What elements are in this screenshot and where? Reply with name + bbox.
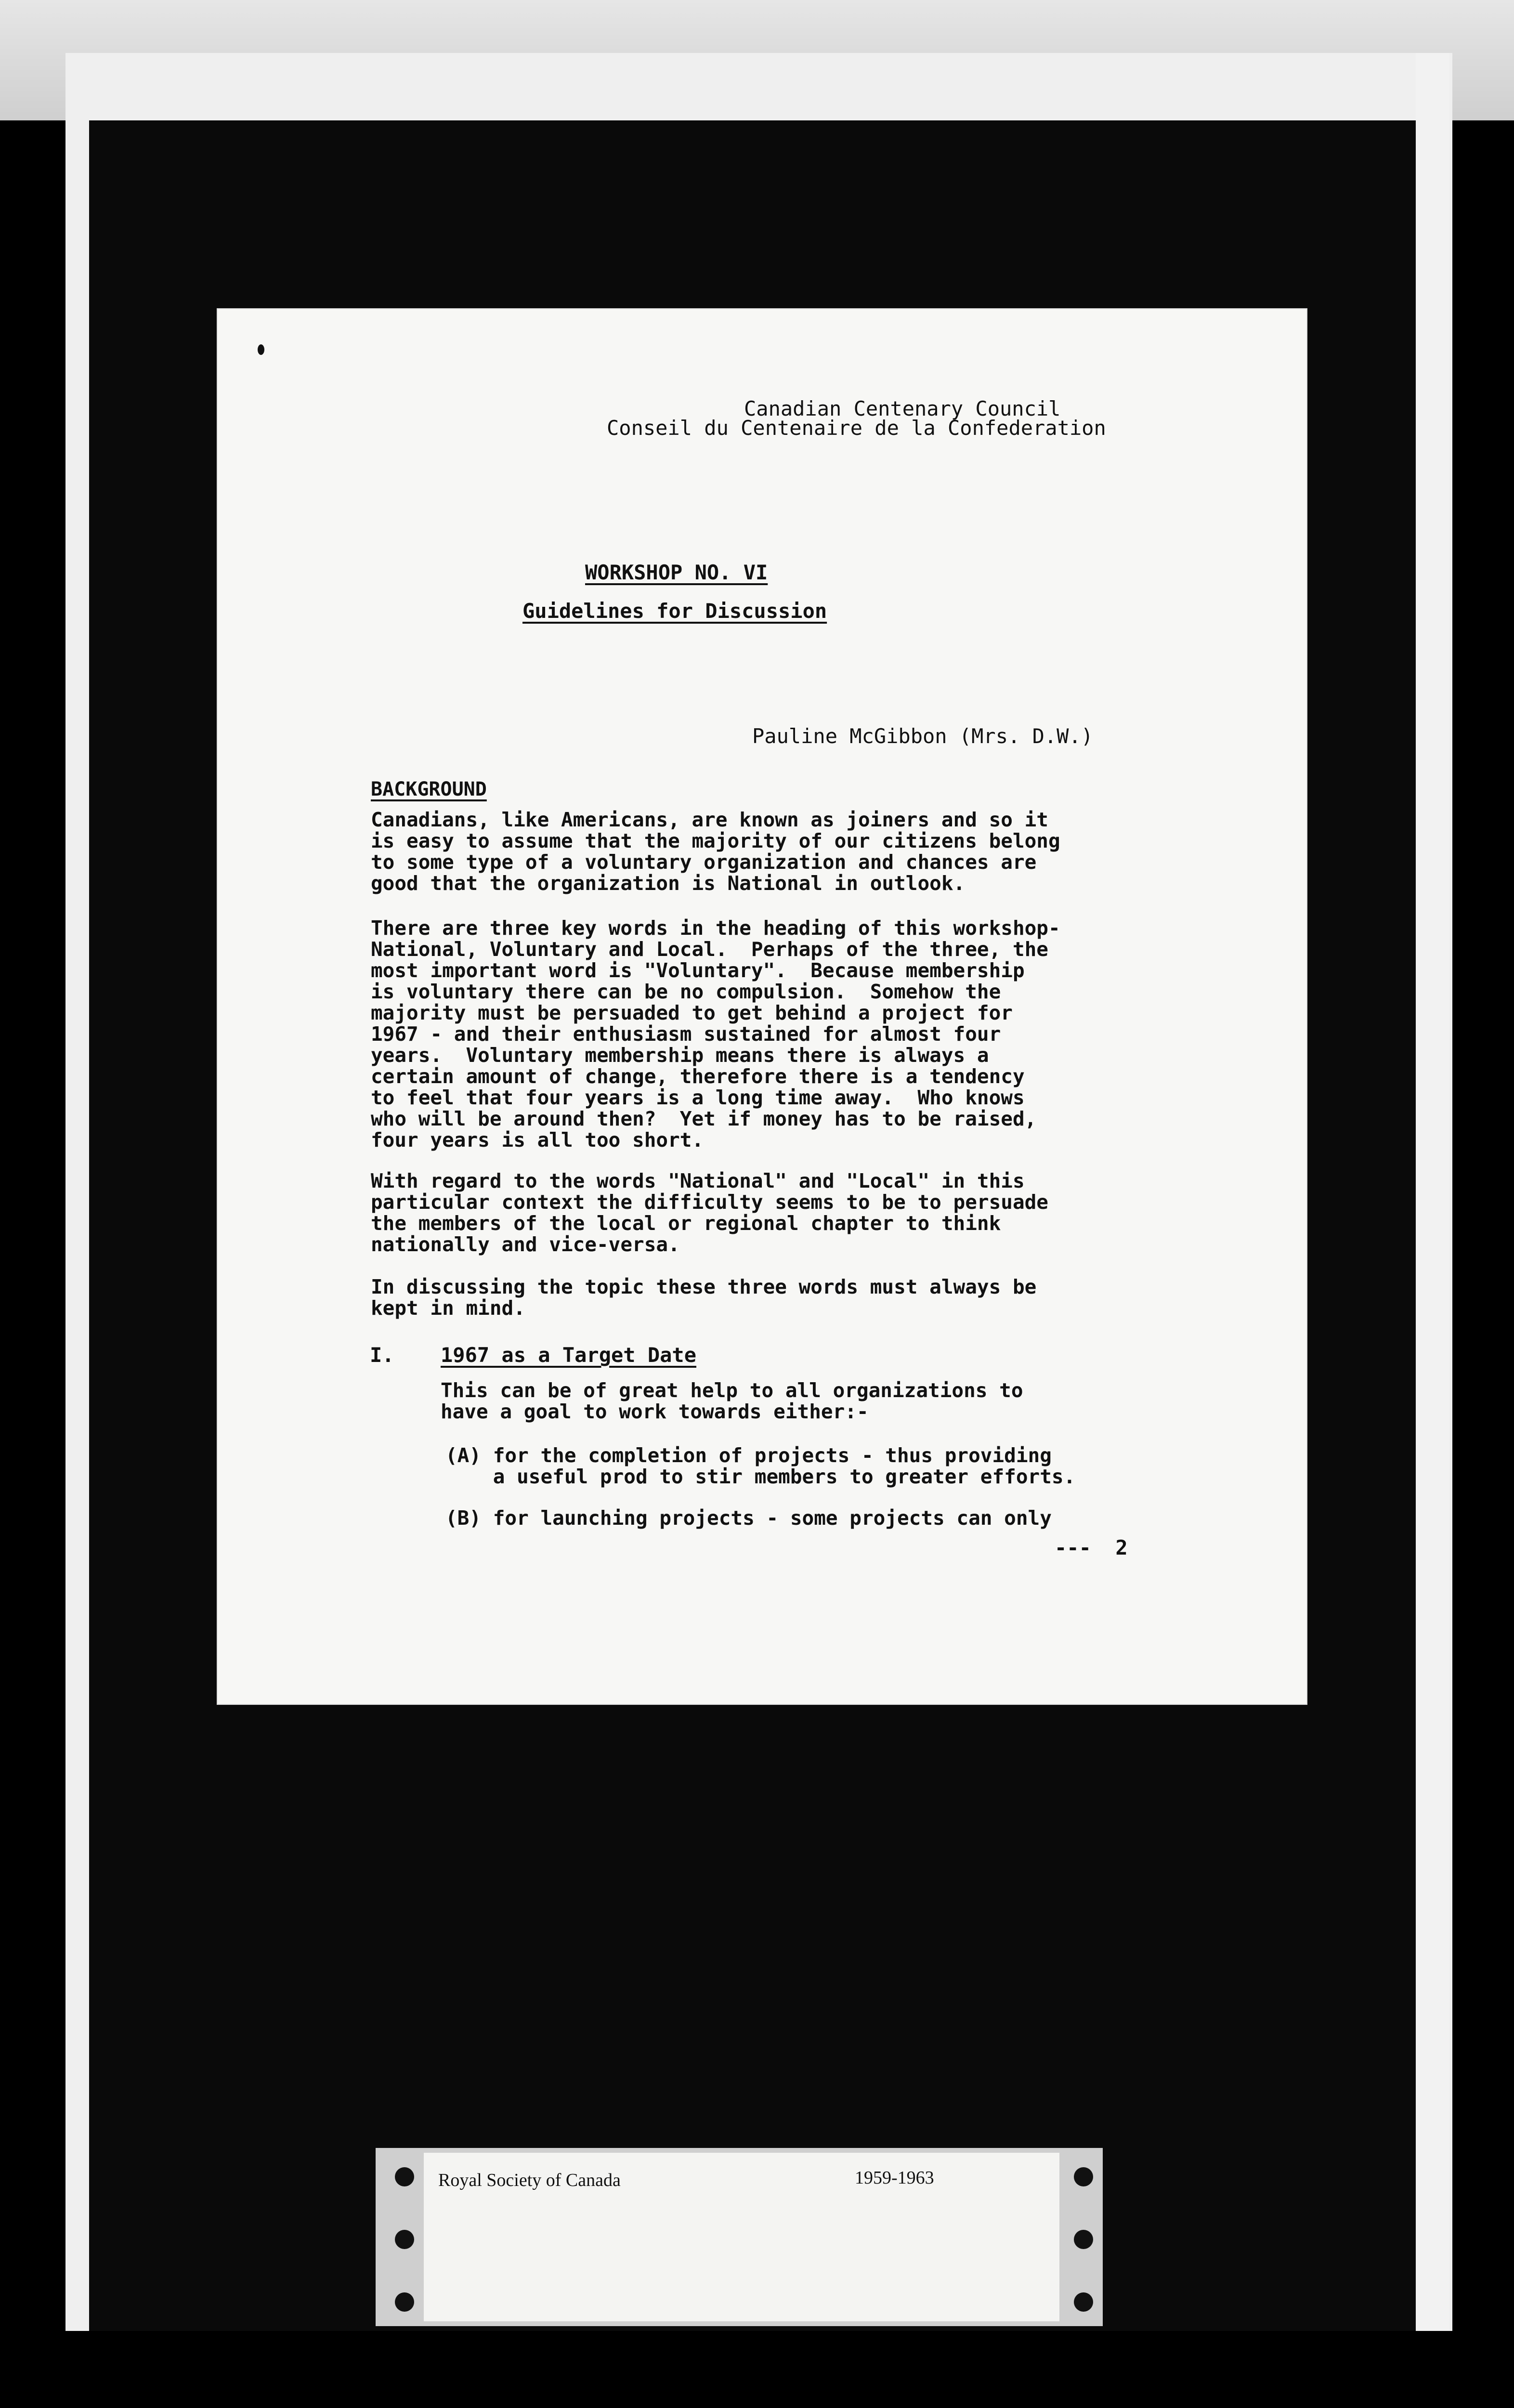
archive-label-organization: Royal Society of Canada [438, 2170, 621, 2190]
author-line: Pauline McGibbon (Mrs. D.W.) [752, 724, 1094, 748]
guidelines-title: Guidelines for Discussion [522, 599, 827, 623]
document-page [217, 308, 1307, 1705]
punch-hole-left-2 [395, 2230, 414, 2249]
paragraph-2: There are three key words in the heading of this workshop- National, Voluntary and Local. Perhaps of the three, the most important word is "Voluntary". Because membership is voluntary there can be no compulsion. Somehow the majority must be persuaded to get behind a project for 1967 - and their enthusiasm sustained for almost four years. Voluntary membership means there is always a certain amount of change, therefore there is a tendency to feel that four years is a long time away. Who knows who will be around then? Yet if money has to be raised, four years is all too short. [371, 916, 1060, 1152]
background-heading: BACKGROUND [371, 778, 487, 800]
section-title: 1967 as a Target Date [441, 1343, 697, 1367]
punch-hole-right-2 [1074, 2230, 1093, 2249]
punch-hole-left-1 [395, 2167, 414, 2186]
punch-hole-right-3 [1074, 2292, 1093, 2312]
list-item-b: (B) for launching projects - some projects can only [445, 1506, 1052, 1530]
film-right-strip [1416, 53, 1449, 2331]
paragraph-3: With regard to the words "National" and "Local" in this particular context the difficulty seems to be to persuade the members of the local or regional chapter to think nationally and vice-versa. [371, 1169, 1048, 1256]
page-continuation: --- 2 [1055, 1536, 1128, 1559]
section-intro: This can be of great help to all organizations to have a goal to work towards either:- [441, 1379, 1023, 1423]
list-item-a: (A) for the completion of projects - thus providing a useful prod to stir members to greater efforts. [445, 1444, 1076, 1488]
film-bottom-edge [0, 2331, 1514, 2408]
header-line-1: Canadian Centenary Council [744, 397, 1061, 420]
workshop-title: WORKSHOP NO. VI [585, 561, 768, 584]
punch-hole-left-3 [395, 2292, 414, 2312]
ink-speck [258, 344, 264, 355]
archive-label-years: 1959-1963 [855, 2168, 934, 2188]
section-number: I. [370, 1343, 394, 1367]
punch-hole-right-1 [1074, 2167, 1093, 2186]
paragraph-1: Canadians, like Americans, are known as joiners and so it is easy to assume that the majority of our citizens belong to some type of a voluntary organization and chances are good that the organization is National in outlook. [371, 808, 1060, 895]
header-line-2: Conseil du Centenaire de la Confederation [607, 416, 1106, 440]
paragraph-4: In discussing the topic these three words must always be kept in mind. [371, 1275, 1037, 1320]
